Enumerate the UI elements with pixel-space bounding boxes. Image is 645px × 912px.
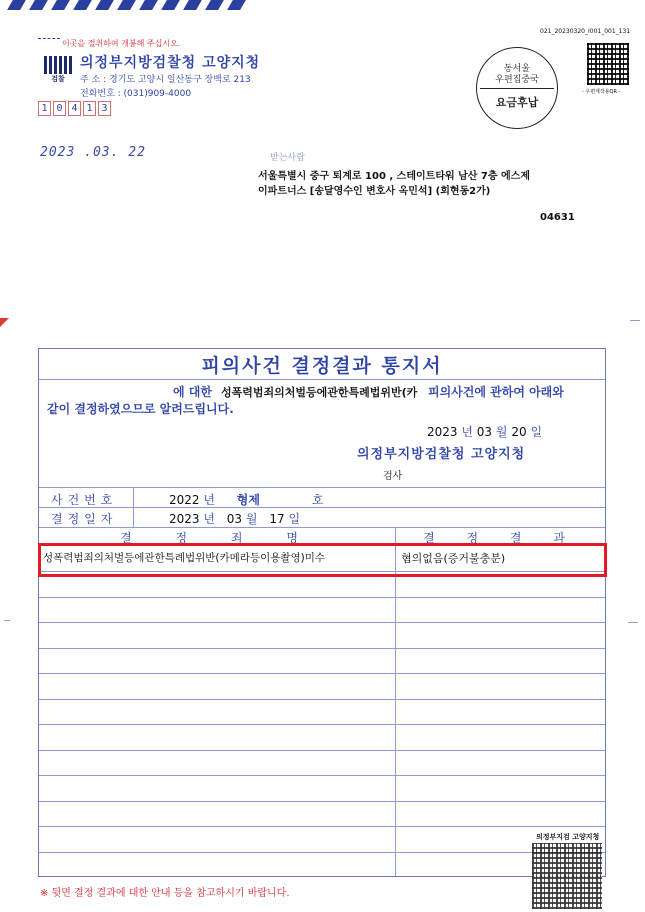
prosecutor-label: 검사 — [383, 471, 403, 482]
table-row-line — [39, 852, 605, 853]
cut-warning: 이곳을 절취하여 개봉해 주십시오. — [62, 39, 181, 48]
authentication-code — [532, 843, 602, 909]
recipient-postal-code: 04631 — [540, 212, 575, 223]
decision-notice-form — [38, 348, 606, 877]
stripe-segment — [51, 0, 70, 10]
postal-digit-box: 0 — [53, 101, 66, 116]
stripe-segment — [95, 0, 114, 10]
notice-date: 2023 년 03 월 20 일 — [427, 425, 543, 439]
table-row-line — [39, 826, 605, 827]
footer-note: ※ 뒷면 결정 결과에 대한 안내 등을 참고하시기 바랍니다. — [40, 888, 290, 899]
stripe-segment — [7, 0, 26, 10]
sender-address: 주 소 : 경기도 고양시 일산동구 장백로 213 — [80, 75, 251, 85]
table-row-line — [39, 673, 605, 674]
row-offense: 성폭력범죄의처벌등에관한특례법위반(카메라등이용촬영)미수 — [43, 552, 326, 564]
intro-offense: 성폭력범죄의처벌등에관한특례법위반(카 — [221, 386, 418, 399]
date-stamp: 2023 .03. 22 — [40, 145, 146, 160]
postal-digit-box: 1 — [38, 101, 51, 116]
table-row-line — [39, 699, 605, 700]
case-number-label: 사건번호 — [51, 493, 118, 507]
seal-caption: 의정부지검 고양지청 — [536, 833, 600, 841]
table-row-line — [39, 750, 605, 751]
sender-postal-code — [38, 101, 113, 116]
notice-title: 피의사건 결정결과 통지서 — [201, 355, 443, 377]
postage-paid-stamp: 동서울 우편집중국 요금후납 — [476, 47, 558, 129]
qr-caption: - 우편제작용QR - — [582, 89, 621, 95]
recipient-address-line2: 이파트너스 [송달영수인 변호사 옥민석] (회현동2가) — [258, 186, 491, 197]
stripe-segment — [73, 0, 92, 10]
table-row-line — [39, 775, 605, 776]
postal-digit-box: 1 — [83, 101, 96, 116]
sender-name: 의정부지방검찰청 고양지청 — [80, 55, 261, 71]
intro-regarding: 피의사건에 관하여 아래와 — [428, 385, 564, 399]
fold-marker — [0, 318, 9, 327]
recipient-address-line1: 서울특별시 중구 퇴계로 100 , 스테이트타워 남산 7층 에스제 — [258, 171, 531, 182]
issuing-office: 의정부지방검찰청 고양지청 — [357, 447, 526, 462]
envelope-top-stripe — [0, 0, 645, 10]
postal-digit-box: 4 — [68, 101, 81, 116]
decision-date-value: 2023 년 03 월 17 일 — [169, 512, 301, 526]
cut-line — [38, 38, 60, 39]
row-result: 혐의없음(증거불충분) — [401, 552, 506, 565]
table-row-line — [39, 622, 605, 623]
document-code: 021_20230320_I001_001_131 — [540, 28, 631, 35]
table-row-line — [39, 801, 605, 802]
stripe-segment — [139, 0, 158, 10]
column-result-header: 결 정 결 과 — [423, 531, 579, 545]
fold-tick-left — [4, 620, 10, 621]
intro-line2: 같이 결정하였으므로 알려드립니다. — [47, 402, 234, 416]
fold-tick-right-2 — [628, 622, 638, 623]
postal-qr-code — [587, 43, 629, 85]
table-row-line — [39, 724, 605, 725]
postal-digit-box: 3 — [98, 101, 111, 116]
table-row-line — [39, 648, 605, 649]
column-offense-header: 결 정 죄 명 — [120, 531, 318, 545]
intro-for: 에 대한 — [173, 385, 212, 399]
highlight-box — [38, 543, 607, 577]
table-row-line — [39, 597, 605, 598]
recipient-label: 받는사람 — [270, 153, 305, 163]
fold-tick-right — [630, 320, 640, 321]
stripe-segment — [161, 0, 180, 10]
prosecution-logo: 검찰 — [44, 56, 72, 84]
decision-date-label: 결정일자 — [51, 512, 118, 526]
case-number-value: 2022 년 형제 호 — [169, 493, 324, 507]
stripe-segment — [29, 0, 48, 10]
stripe-segment — [227, 0, 246, 10]
sender-phone: 전화번호 : (031)909-4000 — [80, 89, 192, 99]
stripe-segment — [205, 0, 224, 10]
stripe-segment — [117, 0, 136, 10]
stripe-segment — [183, 0, 202, 10]
